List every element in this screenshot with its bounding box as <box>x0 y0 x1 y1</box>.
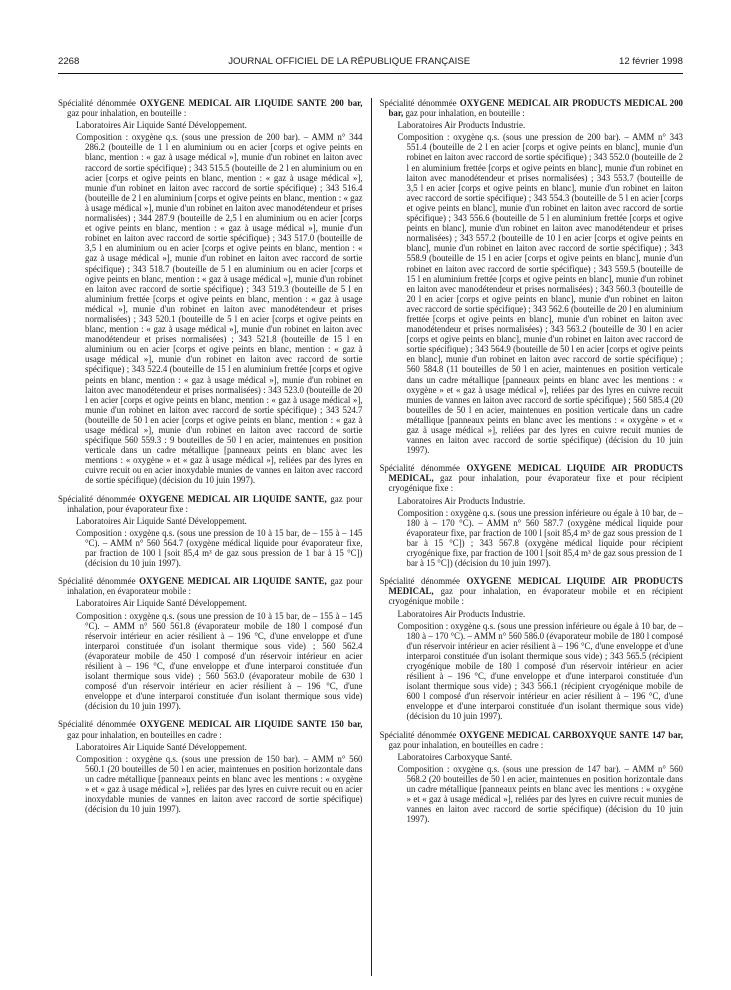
composition: Composition : oxygène q.s. (sous une pression de 10 à 15 bar, de – 155 à – 145 °C). – AMM n° 560 561.8 (évaporateur mobile de 180 l composé d'un réservoir intérieur en acier résilient à – 196 °C, d'une enveloppe et d'une interparoi constituée d'un isolant thermique sous vide) ; 560 562.4 (évaporateur mobile de 450 l composé d'un réservoir intérieur en acier résilient à – 196 °C, d'une enveloppe et d'une interparoi constituée d'un isolant thermique sous vide) ; 560 563.0 (évaporateur mobile de 630 l composé d'un réservoir intérieur en acier résilient à – 196 °C, d'une enveloppe et d'une interparoi constituée d'un isolant thermique sous vide) (décision du 10 juin 1997). <box>76 610 363 712</box>
running-head <box>58 56 683 67</box>
entry-suffix: gaz pour inhalation, en évaporateur mobile : <box>67 576 363 597</box>
composition: Composition : oxygène q.s. (sous une pression de 200 bar). – AMM n° 343 551.4 (bouteille de 2 l en acier [corps et ogive peints en blanc], munie d'un robinet en laiton avec raccord de sortie spécifique) ; 343 552.0 (bouteille de 2 l en aluminium frettée [corps et ogive peints en blanc], munie d'un robinet en laiton avec manodétendeur et prises normalisées) ; 343 553.7 (bouteille de 3,5 l en acier [corps et ogive peints en blanc], munie d'un robinet en laiton avec raccord de sortie spécifique) ; 343 554.3 (bouteille de 5 l en acier [corps et ogive peints en blanc], munie d'un robinet en laiton avec raccord de sortie spécifique) ; 343 556.6 (bouteille de 5 l en aluminium frettée [corps et ogive peints en blanc], munie d'un robinet en laiton avec manodétendeur et prises normalisées) ; 343 557.2 (bouteille de 10 l en acier [corps et ogive peints en blanc], munie d'un robinet en laiton avec raccord de sortie spécifique) ; 343 558.9 (bouteille de 15 l en acier [corps et ogive peints en blanc], munie d'un robinet en laiton avec raccord de sortie spécifique) ; 343 559.5 (bouteille de 15 l en aluminium frettée [corps et ogive peints en blanc], munie d'un robinet en laiton avec manodétendeur et prises normalisées) ; 343 560.3 (bouteille de 20 l en acier [corps et ogive peints en blanc], munie d'un robinet en laiton avec raccord de sortie spécifique) ; 343 562.6 (bouteille de 20 l en aluminium frettée [corps et ogive peints en blanc], munie d'un robinet en laiton avec manodétendeur et prises normalisées) ; 343 563.2 (bouteille de 30 l en acier [corps et ogive peints en blanc], munie d'un robinet en laiton avec raccord de sortie spécifique) ; 343 564.9 (bouteille de 50 l en acier [corps et ogive peints en blanc], munie d'un robinet en laiton avec raccord de sortie spécifique) ; 560 584.8 (11 bouteilles de 50 l en acier, maintenues en position verticale dans un cadre métallique [panneaux peints en blanc avec les mentions : « oxygène » et « gaz à usage médical »], reliées par des lyres en cuivre recuit munies de vannes en laiton avec raccord de sortie spécifique) ; 560 585.4 (20 bouteilles de 50 l en acier, maintenues en position verticale dans un cadre métallique [panneaux peints en blanc avec les mentions : « oxygène » et « gaz à usage médical »], reliées par des lyres en cuivre recuit munies de vannes en laiton avec raccord de sortie spécifique) (décision du 10 juin 1997). <box>397 132 683 456</box>
entry-prefix: Spécialité dénommée <box>58 719 136 730</box>
product-name: OXYGENE MEDICAL CARBOXYQUE SANTE 147 bar, <box>459 729 683 740</box>
entry-prefix: Spécialité dénommée <box>379 98 457 108</box>
two-column-body <box>58 98 683 976</box>
composition: Composition : oxygène q.s. (sous une pression de 150 bar). – AMM n° 560 560.1 (20 bouteilles de 50 l en acier, maintenues en position horizontale dans un cadre métallique [panneaux peints en blanc avec les mentions : « oxygène » et « gaz à usage médical »], reliées par des lyres en cuivre recuit ou en acier inoxydable munies de vannes en laiton avec raccord de sortie spécifique) (décision du 10 juin 1997). <box>76 753 363 815</box>
product-name: OXYGENE MEDICAL AIR LIQUIDE SANTE 150 bar, <box>139 719 363 730</box>
entry-prefix: Spécialité dénommée <box>58 576 136 587</box>
entry-title <box>380 730 684 750</box>
composition: Composition : oxygène q.s. (sous une pression de 200 bar). – AMM n° 344 286.2 (bouteille de 1 l en aluminium ou en acier [corps et ogive peints en blanc, mention : « gaz à usage médical »], munie d'un robinet en laiton avec raccord de sortie spécifique) ; 343 515.5 (bouteille de 2 l en aluminium ou en acier [corps et ogive peints en blanc, mention : « gaz à usage médical »], munie d'un robinet en laiton avec raccord de sortie spécifique) ; 343 516.4 (bouteille de 2 l en aluminium [corps et ogive peints en blanc, mention : « gaz à usage médical »], munie d'un robinet en laiton avec manodétendeur et prises normalisées) ; 344 287.9 (bouteille de 2,5 l en aluminium ou en acier [corps et ogive peints en blanc, mention : « gaz à usage médical »], munie d'un robinet en laiton avec raccord de sortie spécifique) ; 343 517.0 (bouteille de 3,5 l en aluminium ou en acier [corps et ogive peints en blanc, mention : « gaz à usage médical »], munie d'un robinet en laiton avec raccord de sortie spécifique) ; 343 518.7 (bouteille de 5 l en aluminium ou en acier [corps et ogive peints en blanc, mention : « gaz à usage médical »], munie d'un robinet en laiton avec raccord de sortie spécifique) ; 343 519.3 (bouteille de 5 l en aluminium frettée [corps et ogive peints en blanc, mention : « gaz à usage médical »], munie d'un robinet en laiton avec manodétendeur et prises normalisées) ; 343 520.1 (bouteille de 5 l en acier [corps et ogive peints en blanc, mention : « gaz à usage médical »], munie d'un robinet en laiton avec manodétendeur et prises normalisées) ; 343 521.8 (bouteille de 15 l en aluminium ou en acier [corps et ogive peints en blanc, mention : « gaz à usage médical »], munie d'un robinet en laiton avec raccord de sortie spécifique) ; 343 522.4 (bouteille de 15 l en aluminium frettée [corps et ogive peints en blanc, mention : « gaz à usage médical »], munie d'un robinet en laiton avec manodétendeur et prises normalisées) : 343 523.0 (bouteille de 20 l en acier [corps et ogive peints en blanc, mention : « gaz à usage médical »], munie d'un robinet en laiton avec raccord de sortie spécifique) ; 343 524.7 (bouteille de 50 l en acier [corps et ogive peints en blanc, mention : « gaz à usage médical »], munie d'un robinet en laiton avec raccord de sortie spécifique 560 559.3 : 9 bouteilles de 50 l en acier, maintenues en position verticale dans un cadre métallique [panneaux peints en blanc avec les mentions : « oxygène » et « gaz à usage médical »], reliées par des lyres en cuivre recuit ou en acier inoxydable munies de vannes en laiton avec raccord de sortie spécifique) (décision du 10 juin 1997). <box>76 132 363 486</box>
entry-suffix: gaz pour inhalation, en bouteilles en cadre : <box>67 729 222 740</box>
composition: Composition : oxygène q.s. (sous une pression de 10 à 15 bar, de – 155 à – 145 °C). – AMM n° 560 564.7 (oxygène médical liquide pour évaporateur fixe, par fraction de 100 l [soit 85,4 m³ de gaz sous pression de 1 bar à 15 °C]) (décision du 10 juin 1997). <box>76 527 363 569</box>
laboratory: Laboratoires Air Liquide Santé Développement. <box>76 515 247 526</box>
entry-air-products-liquide-fixe <box>380 463 684 568</box>
composition: Composition : oxygène q.s. (sous une pression de 147 bar). – AMM n° 560 568.2 (20 bouteilles de 50 l en acier, maintenues en position horizontale dans un cadre métallique [panneaux peints en blanc avec les mentions : « oxygène » et « gaz à usage médical »], reliées par des lyres en cuivre recuit munies de vannes en laiton avec raccord de sortie spécifique) (décision du 10 juin 1997). <box>397 763 683 825</box>
entry-prefix: Spécialité dénommée <box>379 576 460 587</box>
product-name: OXYGENE MEDICAL AIR LIQUIDE SANTE, <box>139 493 327 504</box>
entry-air-products-200-bar <box>380 98 684 455</box>
laboratory: Laboratoires Carboxyque Santé. <box>397 751 513 762</box>
product-name: OXYGENE MEDICAL AIR LIQUIDE SANTE 200 bar, <box>139 98 363 108</box>
entry-air-liquide-200-bar <box>58 98 363 486</box>
entry-title <box>58 98 363 118</box>
entry-prefix: Spécialité dénommée <box>379 729 457 740</box>
entry-title <box>58 576 363 596</box>
left-column <box>58 98 371 976</box>
entry-title <box>380 576 684 606</box>
entry-air-liquide-150-bar <box>58 719 363 814</box>
entry-suffix: gaz pour inhalation, pour évaporateur fixe : <box>67 493 363 514</box>
laboratory: Laboratoires Air Liquide Santé Développement. <box>76 598 247 609</box>
entry-suffix: gaz pour inhalation, en bouteilles en cadre : <box>388 739 544 750</box>
entry-air-liquide-evaporateur-fixe <box>58 494 363 569</box>
product-name: OXYGENE MEDICAL LIQUIDE AIR PRODUCTS MEDICAL, <box>388 463 683 484</box>
entry-title <box>58 719 363 739</box>
entry-suffix: gaz pour inhalation, en bouteille : <box>405 108 525 119</box>
laboratory: Laboratoires Air Liquide Santé Développement. <box>76 741 247 752</box>
laboratory: Laboratoires Air Liquide Santé Développement. <box>76 120 247 131</box>
entry-carboxyque-147-bar <box>380 730 684 825</box>
product-name: OXYGENE MEDICAL AIR PRODUCTS MEDICAL 200 bar, <box>388 98 683 119</box>
publication-date: 12 février 1998 <box>618 56 683 67</box>
entry-suffix: gaz pour inhalation, pour évaporateur fixe et pour récipient cryogénique fixe : <box>388 473 683 494</box>
entry-title <box>380 98 684 118</box>
header-rule <box>58 73 683 74</box>
entry-prefix: Spécialité dénommée <box>379 463 460 474</box>
page-number: 2268 <box>58 56 80 67</box>
entry-suffix: gaz pour inhalation, en évaporateur mobile et en récipient cryogénique mobile : <box>388 586 683 607</box>
composition: Composition : oxygène q.s. (sous une pression inférieure ou égale à 10 bar, de – 180 à – 170 °C). – AMM n° 560 586.0 (évaporateur mobile de 180 l composé d'un réservoir intérieur en acier résilient à – 196 °C, d'une enveloppe et d'une interparoi constituée d'un isolant thermique sous vide) ; 343 565.5 (récipient cryogénique mobile de 180 l composé d'un réservoir intérieur en acier résilient à – 196 °C, d'une enveloppe et d'une interparoi constituée d'un isolant thermique sous vide) ; 343 566.1 (récipient cryogénique mobile de 600 l composé d'un réservoir intérieur en acier résilient à – 196 °C, d'une enveloppe et d'une interparoi constituée d'un isolant thermique sous vide) (décision du 10 juin 1997). <box>397 620 683 722</box>
entry-air-products-liquide-mobile <box>380 576 684 721</box>
right-column <box>371 98 684 976</box>
entry-prefix: Spécialité dénommée <box>58 98 136 108</box>
entry-suffix: gaz pour inhalation, en bouteille : <box>67 108 187 119</box>
entry-title <box>58 494 363 514</box>
product-name: OXYGENE MEDICAL AIR LIQUIDE SANTE, <box>139 576 327 587</box>
laboratory: Laboratoires Air Products Industrie. <box>397 120 526 131</box>
laboratory: Laboratoires Air Products Industrie. <box>397 495 526 506</box>
laboratory: Laboratoires Air Products Industrie. <box>397 608 526 619</box>
composition: Composition : oxygène q.s. (sous une pression inférieure ou égale à 10 bar, de – 180 à – 170 °C). – AMM n° 560 587.7 (oxygène médical liquide pour évaporateur fixe, par fraction de 100 l [soit 85,4 m³ de gaz sous pression de 1 bar à 15 °C]) ; 343 567.8 (oxygène médical liquide pour récipient cryogénique fixe, par fraction de 100 l [soit 85,4 m³ de gaz sous pression de 1 bar à 15 °C]) (décision du 10 juin 1997). <box>397 507 683 569</box>
entry-title <box>380 463 684 493</box>
entry-prefix: Spécialité dénommée <box>58 493 136 504</box>
product-name: OXYGENE MEDICAL LIQUIDE AIR PRODUCTS MEDICAL, <box>388 576 683 597</box>
journal-title: JOURNAL OFFICIEL DE LA RÉPUBLIQUE FRANÇAISE <box>228 56 471 67</box>
entry-air-liquide-evaporateur-mobile <box>58 576 363 711</box>
